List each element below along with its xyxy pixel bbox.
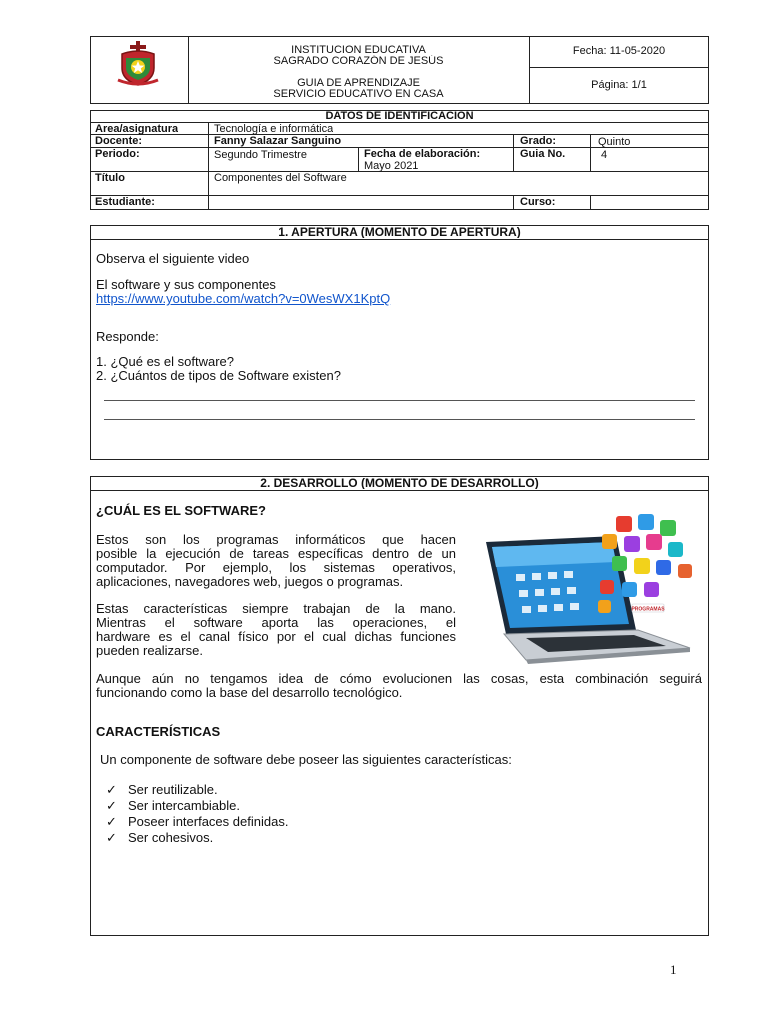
header-divider [529,67,709,68]
row-line [90,134,709,135]
feature-item [106,782,218,797]
area-label: Area/asignatura [95,123,179,135]
paragraph-line: Aunque aún no tengamos idea de cómo evolucionen las cosas, esta combinación seguirá [96,671,702,686]
answer-line[interactable] [104,400,695,401]
area-value: Tecnología e informática [214,123,334,135]
elaboration-label: Fecha de elaboración: [364,148,481,160]
check-icon [106,782,128,797]
col-line [208,122,209,210]
guide-subtitle: SERVICIO EDUCATIVO EN CASA [273,88,444,100]
guide-title: GUIA DE APRENDIZAJE [297,77,420,89]
guide-number-label: Guia No. [520,148,566,160]
software-question: ¿CUÁL ES EL SOFTWARE? [96,503,266,518]
paragraph-line: pueden realizarse. [96,643,203,658]
teacher-label: Docente: [95,135,143,147]
title-value: Componentes del Software [214,172,347,184]
answer-line[interactable] [104,419,695,420]
col-line [513,134,514,171]
feature-text: Ser intercambiable. [128,798,240,813]
elaboration-value: Mayo 2021 [364,160,419,172]
observe-text: Observa el siguiente video [96,251,250,266]
guide-number-value: 4 [601,149,608,161]
paragraph-line: Mientras el software aporta las operaciones, el [96,615,456,630]
section-heading-line [90,239,709,240]
paragraph-line: Estos son los programas informáticos que hacen [96,532,456,547]
desarrollo-heading: 2. DESARROLLO (MOMENTO DE DESARROLLO) [260,477,539,489]
features-heading: CARACTERÍSTICAS [96,724,221,739]
header-date: Fecha: 11-05-2020 [572,45,666,57]
student-label: Estudiante: [95,196,155,208]
laptop-caption: PROGRAMAS [631,606,665,613]
apertura-heading: 1. APERTURA (MOMENTO DE APERTURA) [278,226,521,238]
paragraph-line: computador. Por ejemplo, los sistemas operativos, [96,560,456,575]
school-name-line2: SAGRADO CORAZÓN DE JESÚS [273,55,444,67]
feature-text: Ser cohesivos. [128,830,214,845]
course-label: Curso: [520,196,556,208]
col-line [590,134,591,171]
title-label: Título [95,172,125,184]
check-icon [106,830,128,845]
col-line [513,195,514,210]
question-1: 1. ¿Qué es el software? [96,354,235,369]
grade-label: Grado: [520,135,557,147]
features-intro: Un componente de software debe poseer las siguientes características: [100,752,512,767]
header-page: Página: 1/1 [591,79,647,91]
row-line [90,122,709,123]
period-value: Segundo Trimestre [214,149,307,161]
question-2: 2. ¿Cuántos de tipos de Software existen? [96,368,341,383]
grade-value: Quinto [598,136,631,148]
video-title: El software y sus componentes [96,277,276,292]
video-link[interactable]: https://www.youtube.com/watch?v=0WesWX1KptQ [96,291,391,306]
check-icon [106,814,128,829]
feature-item [106,798,240,813]
feature-text: Ser reutilizable. [128,782,218,797]
feature-item [106,814,288,829]
identification-heading: DATOS DE IDENTIFICACION [325,110,474,122]
teacher-value: Fanny Salazar Sanguino [214,135,342,147]
col-line [358,147,359,171]
paragraph-line: hardware es el canal físico por el cual dichas funciones [96,629,456,644]
laptop-apps-illustration [466,512,698,664]
period-label: Periodo: [95,148,140,160]
paragraph-line: posible la ejecución de tareas específicas dentro de un [96,546,456,561]
page-number: 1 [670,962,677,977]
paragraph-line: Estas características siempre trabajan de la mano. [96,601,456,616]
check-icon [106,798,128,813]
feature-item [106,830,213,845]
section-heading-line [90,490,709,491]
row-line [90,195,709,196]
col-line [590,195,591,210]
respond-label: Responde: [96,329,159,344]
feature-text: Poseer interfaces definidas. [128,814,289,829]
paragraph-line: funcionando como la base del desarrollo tecnológico. [96,685,403,700]
school-crest-icon [116,40,160,86]
school-name: INSTITUCION EDUCATIVA [291,44,426,56]
paragraph-line: aplicaciones, navegadores web, juegos o programas. [96,574,404,589]
